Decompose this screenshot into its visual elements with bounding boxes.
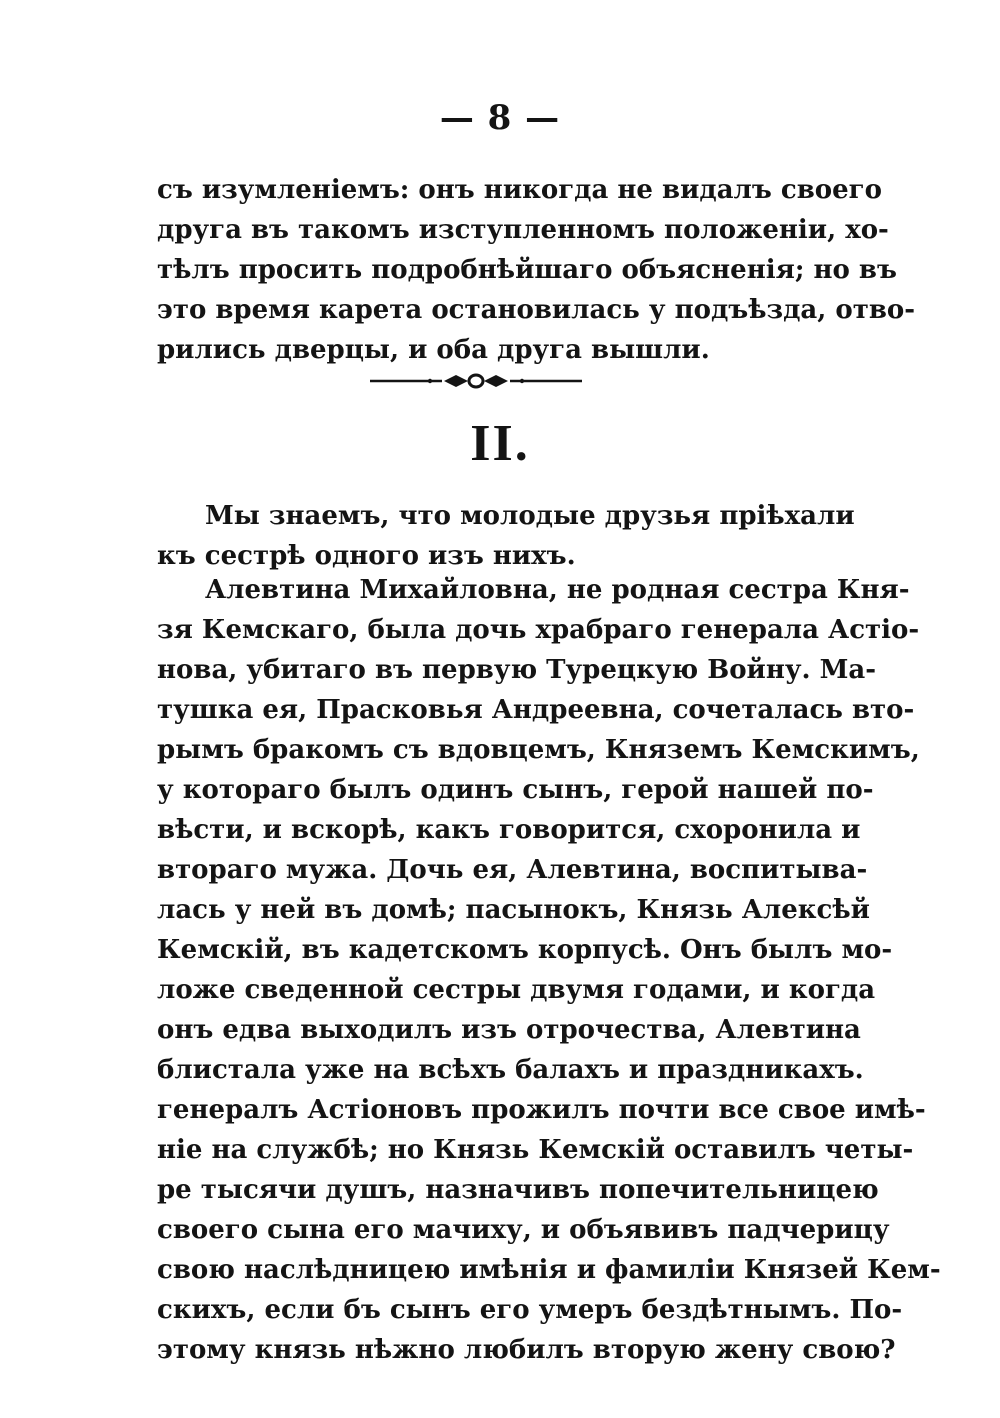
text-line: онъ едва выходилъ изъ отрочества, Алевтина — [157, 1015, 861, 1045]
paragraph-2 — [157, 496, 855, 576]
text-line: этому князь нѣжно любилъ вторую жену свою? — [157, 1335, 896, 1365]
text-line: у котораго былъ одинъ сынъ, герой нашей по- — [157, 775, 874, 805]
text-line: Кемскій, въ кадетскомъ корпусѣ. Онъ былъ мо- — [157, 935, 893, 965]
text-line: скихъ, если бъ сынъ его умеръ бездѣтнымъ. По- — [157, 1295, 903, 1325]
text-line: зя Кемскаго, была дочь храбраго генерала Астіо- — [157, 615, 920, 645]
text-line: ложе сведенной сестры двумя годами, и когда — [157, 975, 876, 1005]
paragraph-1 — [157, 170, 916, 370]
text-line: это время карета остановилась у подъѣзда, отво- — [157, 295, 916, 325]
ornament-divider — [368, 370, 584, 392]
text-line: нова, убитаго въ первую Турецкую Войну. Ма- — [157, 655, 877, 685]
text-line: рымъ бракомъ съ вдовцемъ, Княземъ Кемскимъ, — [157, 735, 920, 765]
text-line: ніе на службѣ; но Князь Кемскій оставилъ четы- — [157, 1135, 914, 1165]
text-line: лась у ней въ домѣ; пасынокъ, Князь Алексѣй — [157, 895, 870, 925]
text-line: тушка ея, Прасковья Андреевна, сочеталась вто- — [157, 695, 915, 725]
text-line: съ изумленіемъ: онъ никогда не видалъ своего — [157, 175, 882, 205]
text-line: Алевтина Михайловна, не родная сестра Кня- — [205, 575, 910, 605]
text-line: своего сына его мачиху, и объявивъ падчерицу — [157, 1215, 890, 1245]
chapter-heading: II. — [470, 415, 530, 472]
text-line: друга въ такомъ изступленномъ положеніи, хо- — [157, 215, 889, 245]
text-line: къ сестрѣ одного изъ нихъ. — [157, 541, 576, 571]
text-line: втораго мужа. Дочь ея, Алевтина, воспитыва- — [157, 855, 868, 885]
text-line: тѣлъ просить подробнѣйшаго объясненія; но въ — [157, 255, 897, 285]
text-line: свою наслѣдницею имѣнія и фамиліи Князей Кем- — [157, 1255, 941, 1285]
text-line: Мы знаемъ, что молодые друзья пріѣхали — [205, 501, 855, 531]
paragraph-3 — [157, 570, 941, 1370]
text-line: генералъ Астіоновъ прожилъ почти все свое имѣ- — [157, 1095, 926, 1125]
text-line: рились дверцы, и оба друга вышли. — [157, 335, 710, 365]
page-number: — 8 — — [439, 98, 561, 138]
text-line: блистала уже на всѣхъ балахъ и праздникахъ. — [157, 1055, 864, 1085]
text-line: вѣсти, и вскорѣ, какъ говорится, схоронила и — [157, 815, 861, 845]
text-line: ре тысячи душъ, назначивъ попечительницею — [157, 1175, 879, 1205]
